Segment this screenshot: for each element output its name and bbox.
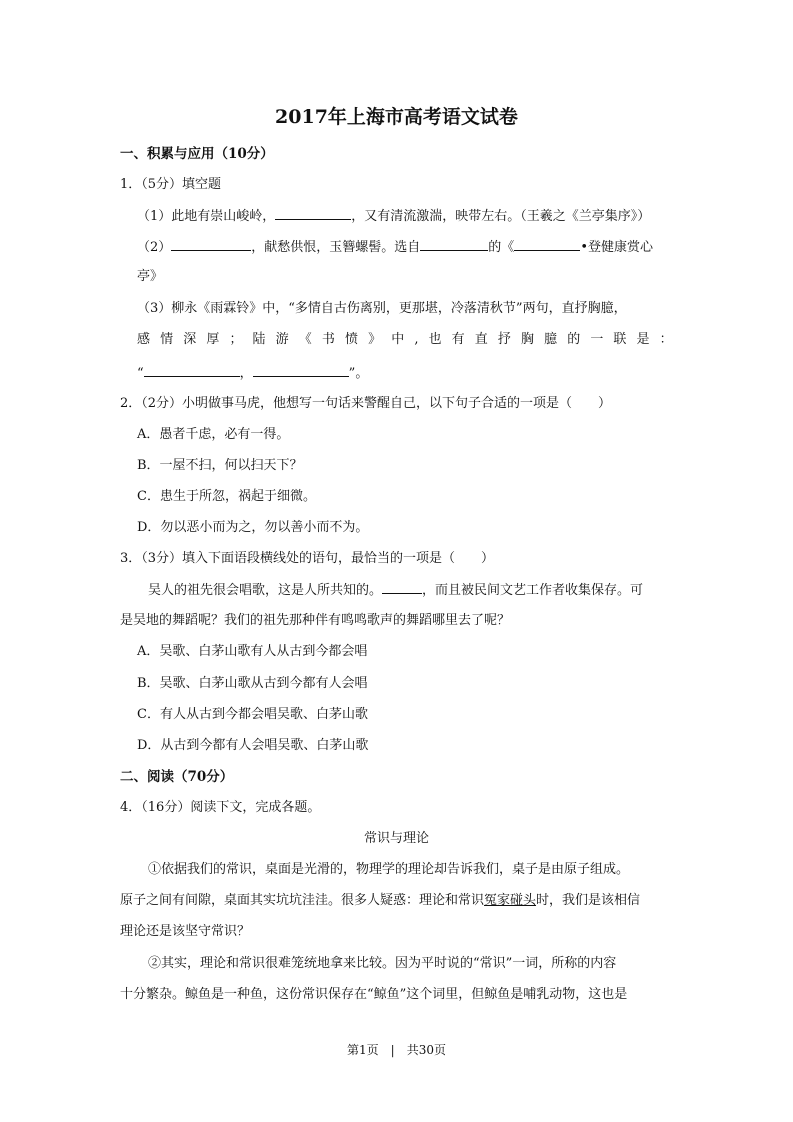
q1-line-3-answer	[137, 364, 368, 383]
article-paragraph-1-line-1	[148, 861, 629, 879]
paragraph-number: ②	[148, 956, 162, 971]
q1-char: 联	[613, 332, 627, 347]
q1-text: “	[137, 366, 144, 381]
answer-blank	[144, 364, 240, 377]
answer-blank	[275, 207, 351, 220]
answer-blank	[420, 238, 488, 251]
article-paragraph-1-line-2	[120, 892, 640, 910]
q1-text: ，又有清流激湍，映带左右。（王羲之《兰亭集序》）	[351, 209, 651, 224]
q1-char: 书	[321, 332, 335, 347]
article-text: 其实，理论和常识很难笼统地拿来比较。因为平时说的“常识”一词，所称的内容	[161, 956, 617, 971]
q1-char: ；	[229, 332, 243, 347]
article-paragraph-2-line-1	[148, 955, 616, 973]
article-paragraph-1-line-3: 理论还是该坚守常识？	[120, 924, 251, 939]
q1-text: 的《	[488, 240, 515, 255]
q2-option-d: D．勿以恶小而为之，勿以善小而不为。	[137, 520, 369, 535]
question-4-heading: 4．（16分）阅读下文，完成各题。	[120, 800, 321, 815]
page-title: 2017年上海市高考语文试卷	[275, 106, 518, 128]
q1-text: ，献愁供恨，玉簪螺髻。选自	[251, 240, 421, 255]
question-3-heading: 3．（3分）填入下面语段横线处的语句，最恰当的一项是（ ）	[120, 551, 495, 566]
q3-passage-line-2: 是吴地的舞蹈呢？我们的祖先那种伴有鸣鸣歌声的舞蹈哪里去了呢？	[120, 613, 511, 628]
q2-option-b: B．一屋不扫，何以扫天下？	[137, 458, 303, 473]
q1-char: 一	[590, 332, 604, 347]
answer-blank	[253, 364, 349, 377]
q1-line-3: （3）柳永《雨霖铃》中，“多情自古伤离别，更那堪，冷落清秋节”两句，直抒胸臆，	[137, 301, 627, 316]
q1-line-1	[137, 207, 650, 226]
q1-char: 中	[391, 332, 405, 347]
q3-option-a: A．吴歌、白茅山歌有人从古到今都会唱	[137, 644, 368, 659]
q2-option-a: A．愚者千虑，必有一得。	[137, 427, 290, 442]
paragraph-number: ①	[148, 862, 162, 877]
q2-option-c: C．患生于所忽，祸起于细微。	[137, 489, 316, 504]
q3-passage-line-1	[148, 581, 643, 600]
q3-option-c: C．有人从古到今都会唱吴歌、白茅山歌	[137, 707, 368, 722]
q1-char: 《	[298, 332, 312, 347]
q1-char: 有	[451, 332, 465, 347]
underlined-phrase: 冤家碰头	[484, 893, 537, 908]
q1-text: （1）此地有崇山峻岭，	[137, 209, 276, 224]
article-text: 时，我们是该相信	[536, 893, 641, 908]
q1-char: ：	[659, 332, 673, 347]
section-heading-reading: 二、阅读（70分）	[120, 769, 234, 785]
q1-char: 陆	[252, 332, 266, 347]
q1-char: 抒	[497, 332, 511, 347]
q3-option-b: B．吴歌、白茅山歌从古到今都有人会唱	[137, 676, 368, 691]
answer-blank	[171, 238, 251, 251]
q1-char: 臆	[544, 332, 558, 347]
section-heading-accumulation: 一、积累与应用（10分）	[120, 146, 274, 162]
page-footer: 第1页 | 共30页	[347, 1043, 446, 1057]
q3-text: 吴人的祖先很会唱歌，这是人所共知的。	[148, 583, 383, 598]
q3-option-d: D．从古到今都有人会唱吴歌、白茅山歌	[137, 738, 369, 753]
q1-char: 是	[636, 332, 650, 347]
q1-char: 直	[474, 332, 488, 347]
question-1-heading: 1．（5分）填空题	[120, 177, 222, 192]
q1-text: （2）	[137, 240, 172, 255]
q1-char: 情	[160, 332, 174, 347]
q1-line-2-cont: 亭》	[137, 269, 164, 284]
q1-line-2	[137, 238, 653, 257]
q1-char: 愤	[344, 332, 358, 347]
q1-char: 感	[137, 332, 151, 347]
q1-char: 厚	[206, 332, 220, 347]
q1-char: 的	[567, 332, 581, 347]
answer-blank	[514, 238, 580, 251]
q1-char: 》	[368, 332, 382, 347]
question-2-heading: 2．（2分）小明做事马虎，他想写一句话来警醒自己，以下句子合适的一项是（ ）	[120, 396, 612, 411]
answer-blank	[382, 581, 422, 594]
article-text: 依据我们的常识，桌面是光滑的，物理学的理论却告诉我们，桌子是由原子组成。	[161, 862, 630, 877]
q3-text: ，而且被民间文艺工作者收集保存。可	[422, 583, 644, 598]
q1-char: 游	[275, 332, 289, 347]
q1-char: 深	[183, 332, 197, 347]
q1-text: •登健康赏心	[580, 240, 653, 255]
article-paragraph-2-line-2: 十分繁杂。鲸鱼是一种鱼，这份常识保存在“鲸鱼”这个词里，但鲸鱼是哺乳动物，这也是	[120, 987, 628, 1002]
q1-text: ，	[239, 366, 253, 381]
q1-char: 也	[428, 332, 442, 347]
article-title: 常识与理论	[363, 831, 429, 846]
q1-text: ”。	[348, 366, 369, 381]
q1-char: 胸	[520, 332, 534, 347]
q1-line-3-spaced	[137, 331, 673, 349]
q1-char: ,	[414, 332, 419, 347]
article-text: 原子之间有间隙，桌面其实坑坑洼洼。很多人疑惑：理论和常识	[120, 893, 485, 908]
